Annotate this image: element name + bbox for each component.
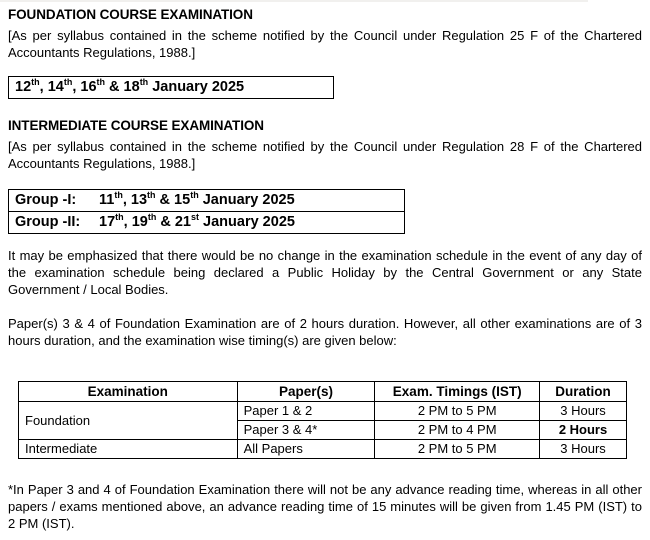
cell-duration-2-hours: 2 Hours [540,421,627,440]
table-header-row [19,382,627,402]
table-header-duration: Duration [540,382,627,402]
cell-timing-all-2pm-5pm: 2 PM to 5 PM [375,440,540,459]
intermediate-syllabus-note: [As per syllabus contained in the scheme notified by the Council under Regulation 28 F of the Chartered Accountants Regulations, 1988.] [8,139,642,171]
cell-papers-all: All Papers [237,440,375,459]
group-schedule-box [8,189,405,234]
group-2-label: Group -II: [15,214,81,230]
cropped-text-remnant [0,0,588,2]
group-2-dates: 17th, 19th & 21st January 2025 [99,212,295,230]
cell-duration-3-hours: 3 Hours [540,402,627,421]
table-header-examination: Examination [19,382,238,402]
cell-timing-2pm-5pm: 2 PM to 5 PM [375,402,540,421]
cell-papers-3-4: Paper 3 & 4* [237,421,375,440]
cell-timing-2pm-4pm: 2 PM to 4 PM [375,421,540,440]
foundation-syllabus-note: [As per syllabus contained in the scheme notified by the Council under Regulation 25 F of the Chartered Accountants Regulations, 1988.] [8,28,642,60]
group-row-2 [9,211,404,233]
table-header-papers: Paper(s) [237,382,375,402]
group-1-dates: 11th, 13th & 15th January 2025 [99,190,295,208]
foundation-dates-text: 12th, 14th, 16th & 18th January 2025 [15,77,245,95]
cell-examination-intermediate: Intermediate [19,440,238,459]
foundation-dates-box [8,76,334,99]
cell-duration-all-3-hours: 3 Hours [540,440,627,459]
table-row-intermediate [19,440,627,459]
exam-timings-table [18,381,627,459]
intermediate-heading: INTERMEDIATE COURSE EXAMINATION [8,118,264,133]
table-header-timings: Exam. Timings (IST) [375,382,540,402]
group-1-label: Group -I: [15,192,77,208]
duration-intro-paragraph: Paper(s) 3 & 4 of Foundation Examination are of 2 hours duration. However, all other examinations are of 3 hours duration, and the examination wise timing(s) are given below: [8,316,642,348]
group-row-1 [9,190,404,211]
public-holiday-paragraph: It may be emphasized that there would be no change in the examination schedule in the event of any day of the examination schedule being declared a Public Holiday by the Central Government or any State Government / Local Bodies. [8,248,642,297]
cell-papers-1-2: Paper 1 & 2 [237,402,375,421]
table-row-foundation-1 [19,402,627,421]
footnote-paragraph: *In Paper 3 and 4 of Foundation Examination there will not be any advance reading time, whereas in all other papers / exams mentioned above, an advance reading time of 15 minutes will be given from 1.45 PM (IST) to 2 PM (IST). [8,482,642,531]
foundation-heading: FOUNDATION COURSE EXAMINATION [8,7,253,22]
cell-examination-foundation: Foundation [19,402,238,440]
